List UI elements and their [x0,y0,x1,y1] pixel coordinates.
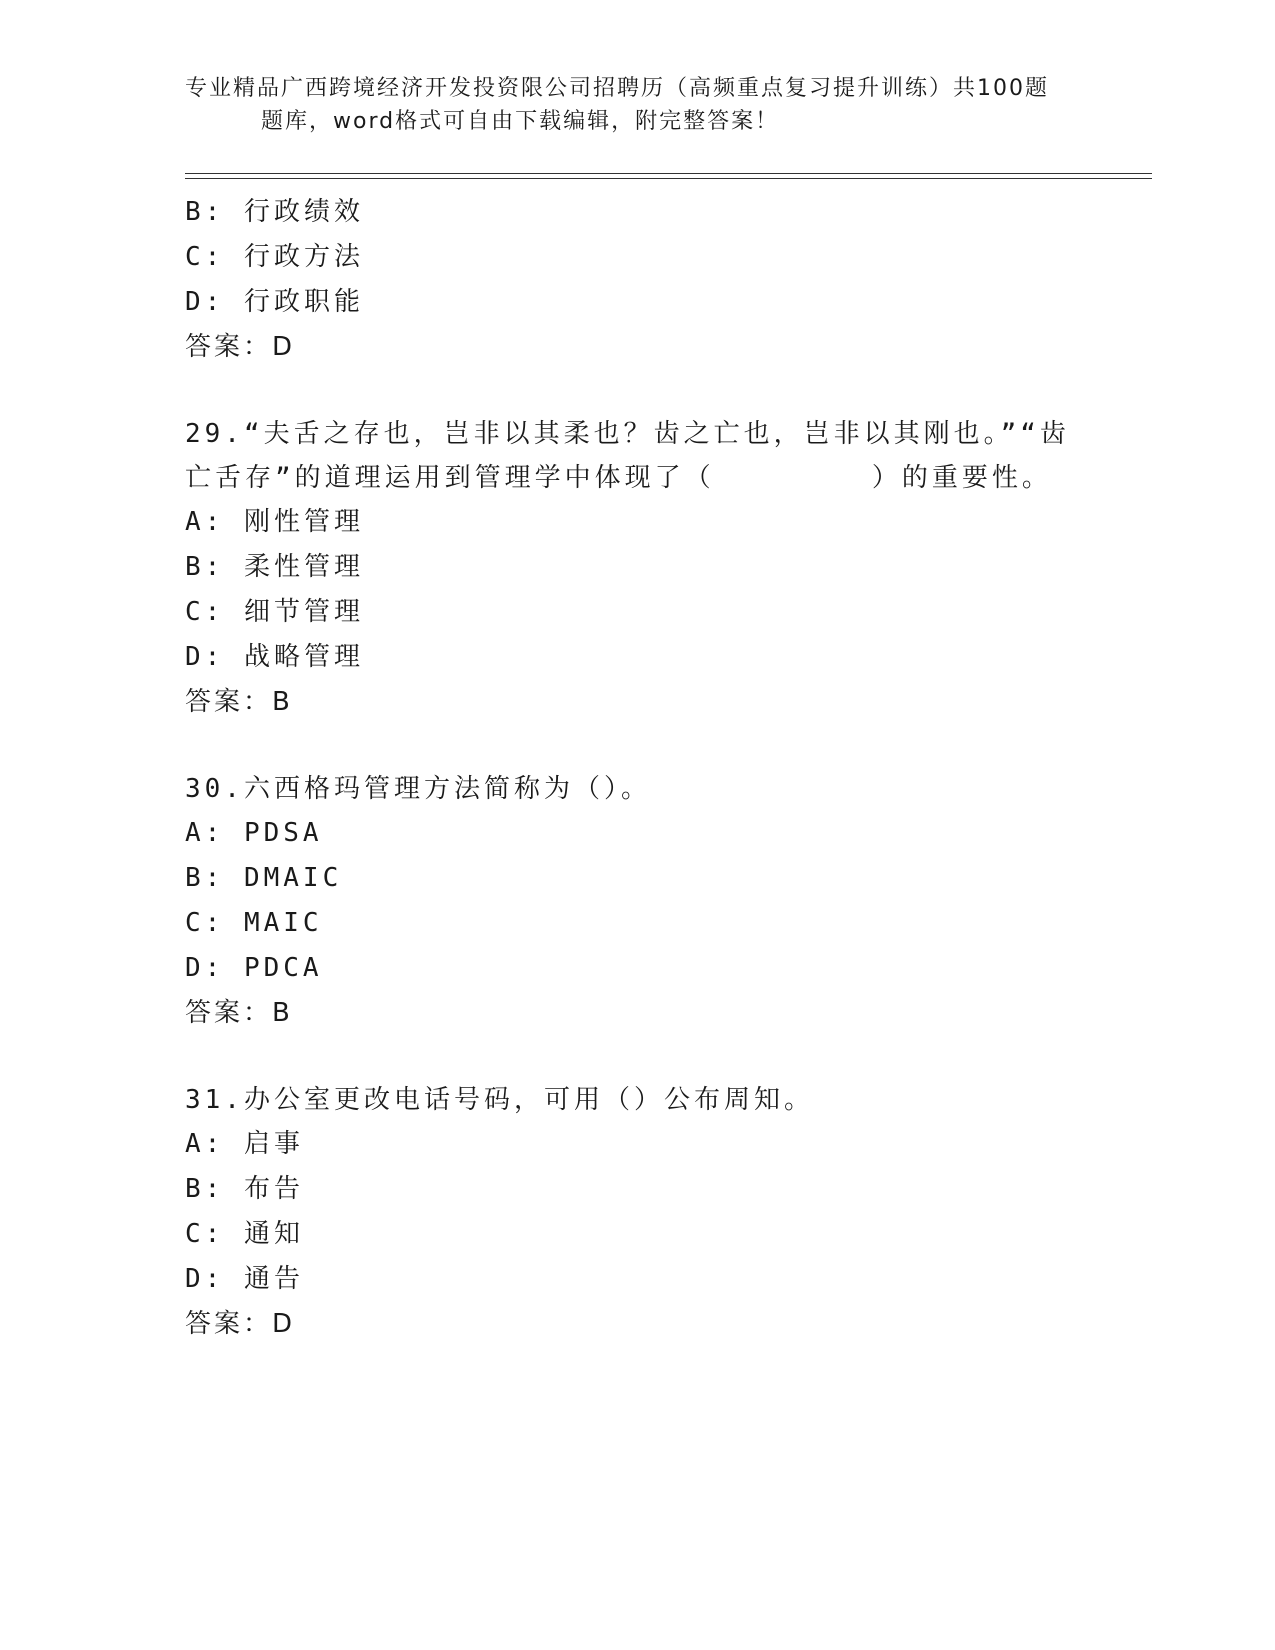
question-stem: 29.“夫舌之存也，岂非以其柔也？齿之亡也，岂非以其刚也。”“齿 [185,419,1070,449]
question-list [185,190,1085,1347]
option-b: B: 柔性管理 [185,552,364,582]
page-header [185,72,1085,138]
header-title-line2: 题库，word格式可自由下载编辑，附完整答案！ [261,109,780,134]
answer: 答案：D [185,1309,296,1339]
question-stem: 31.办公室更改电话号码，可用（）公布周知。 [185,1085,814,1115]
question-stem-cont: 亡舌存”的道理运用到管理学中体现了（ ）的重要性。 [185,463,1052,493]
option-c: C: 通知 [185,1219,304,1249]
option-d: D: PDCA [185,953,323,983]
option-b: B: DMAIC [185,863,343,893]
question-29 [185,412,1085,725]
option-a: A: 启事 [185,1129,304,1159]
question-stem: 30.六西格玛管理方法简称为（）。 [185,774,651,804]
option-c: C: MAIC [185,908,323,938]
answer: 答案：D [185,332,296,362]
option-b: B: 行政绩效 [185,197,364,227]
option-b: B: 布告 [185,1174,304,1204]
question-28-continued [185,190,1085,370]
option-a: A: 刚性管理 [185,507,364,537]
answer: 答案：B [185,998,293,1028]
option-c: C: 细节管理 [185,597,364,627]
header-title-line1: 专业精品广西跨境经济开发投资限公司招聘历（高频重点复习提升训练）共100题 [185,76,1049,101]
header-divider-bottom [185,178,1152,179]
option-d: D: 行政职能 [185,287,364,317]
header-divider-top [185,173,1152,174]
question-31 [185,1078,1085,1347]
option-a: A: PDSA [185,818,323,848]
option-c: C: 行政方法 [185,242,364,272]
answer: 答案：B [185,687,293,717]
question-30 [185,767,1085,1036]
option-d: D: 通告 [185,1264,304,1294]
option-d: D: 战略管理 [185,642,364,672]
